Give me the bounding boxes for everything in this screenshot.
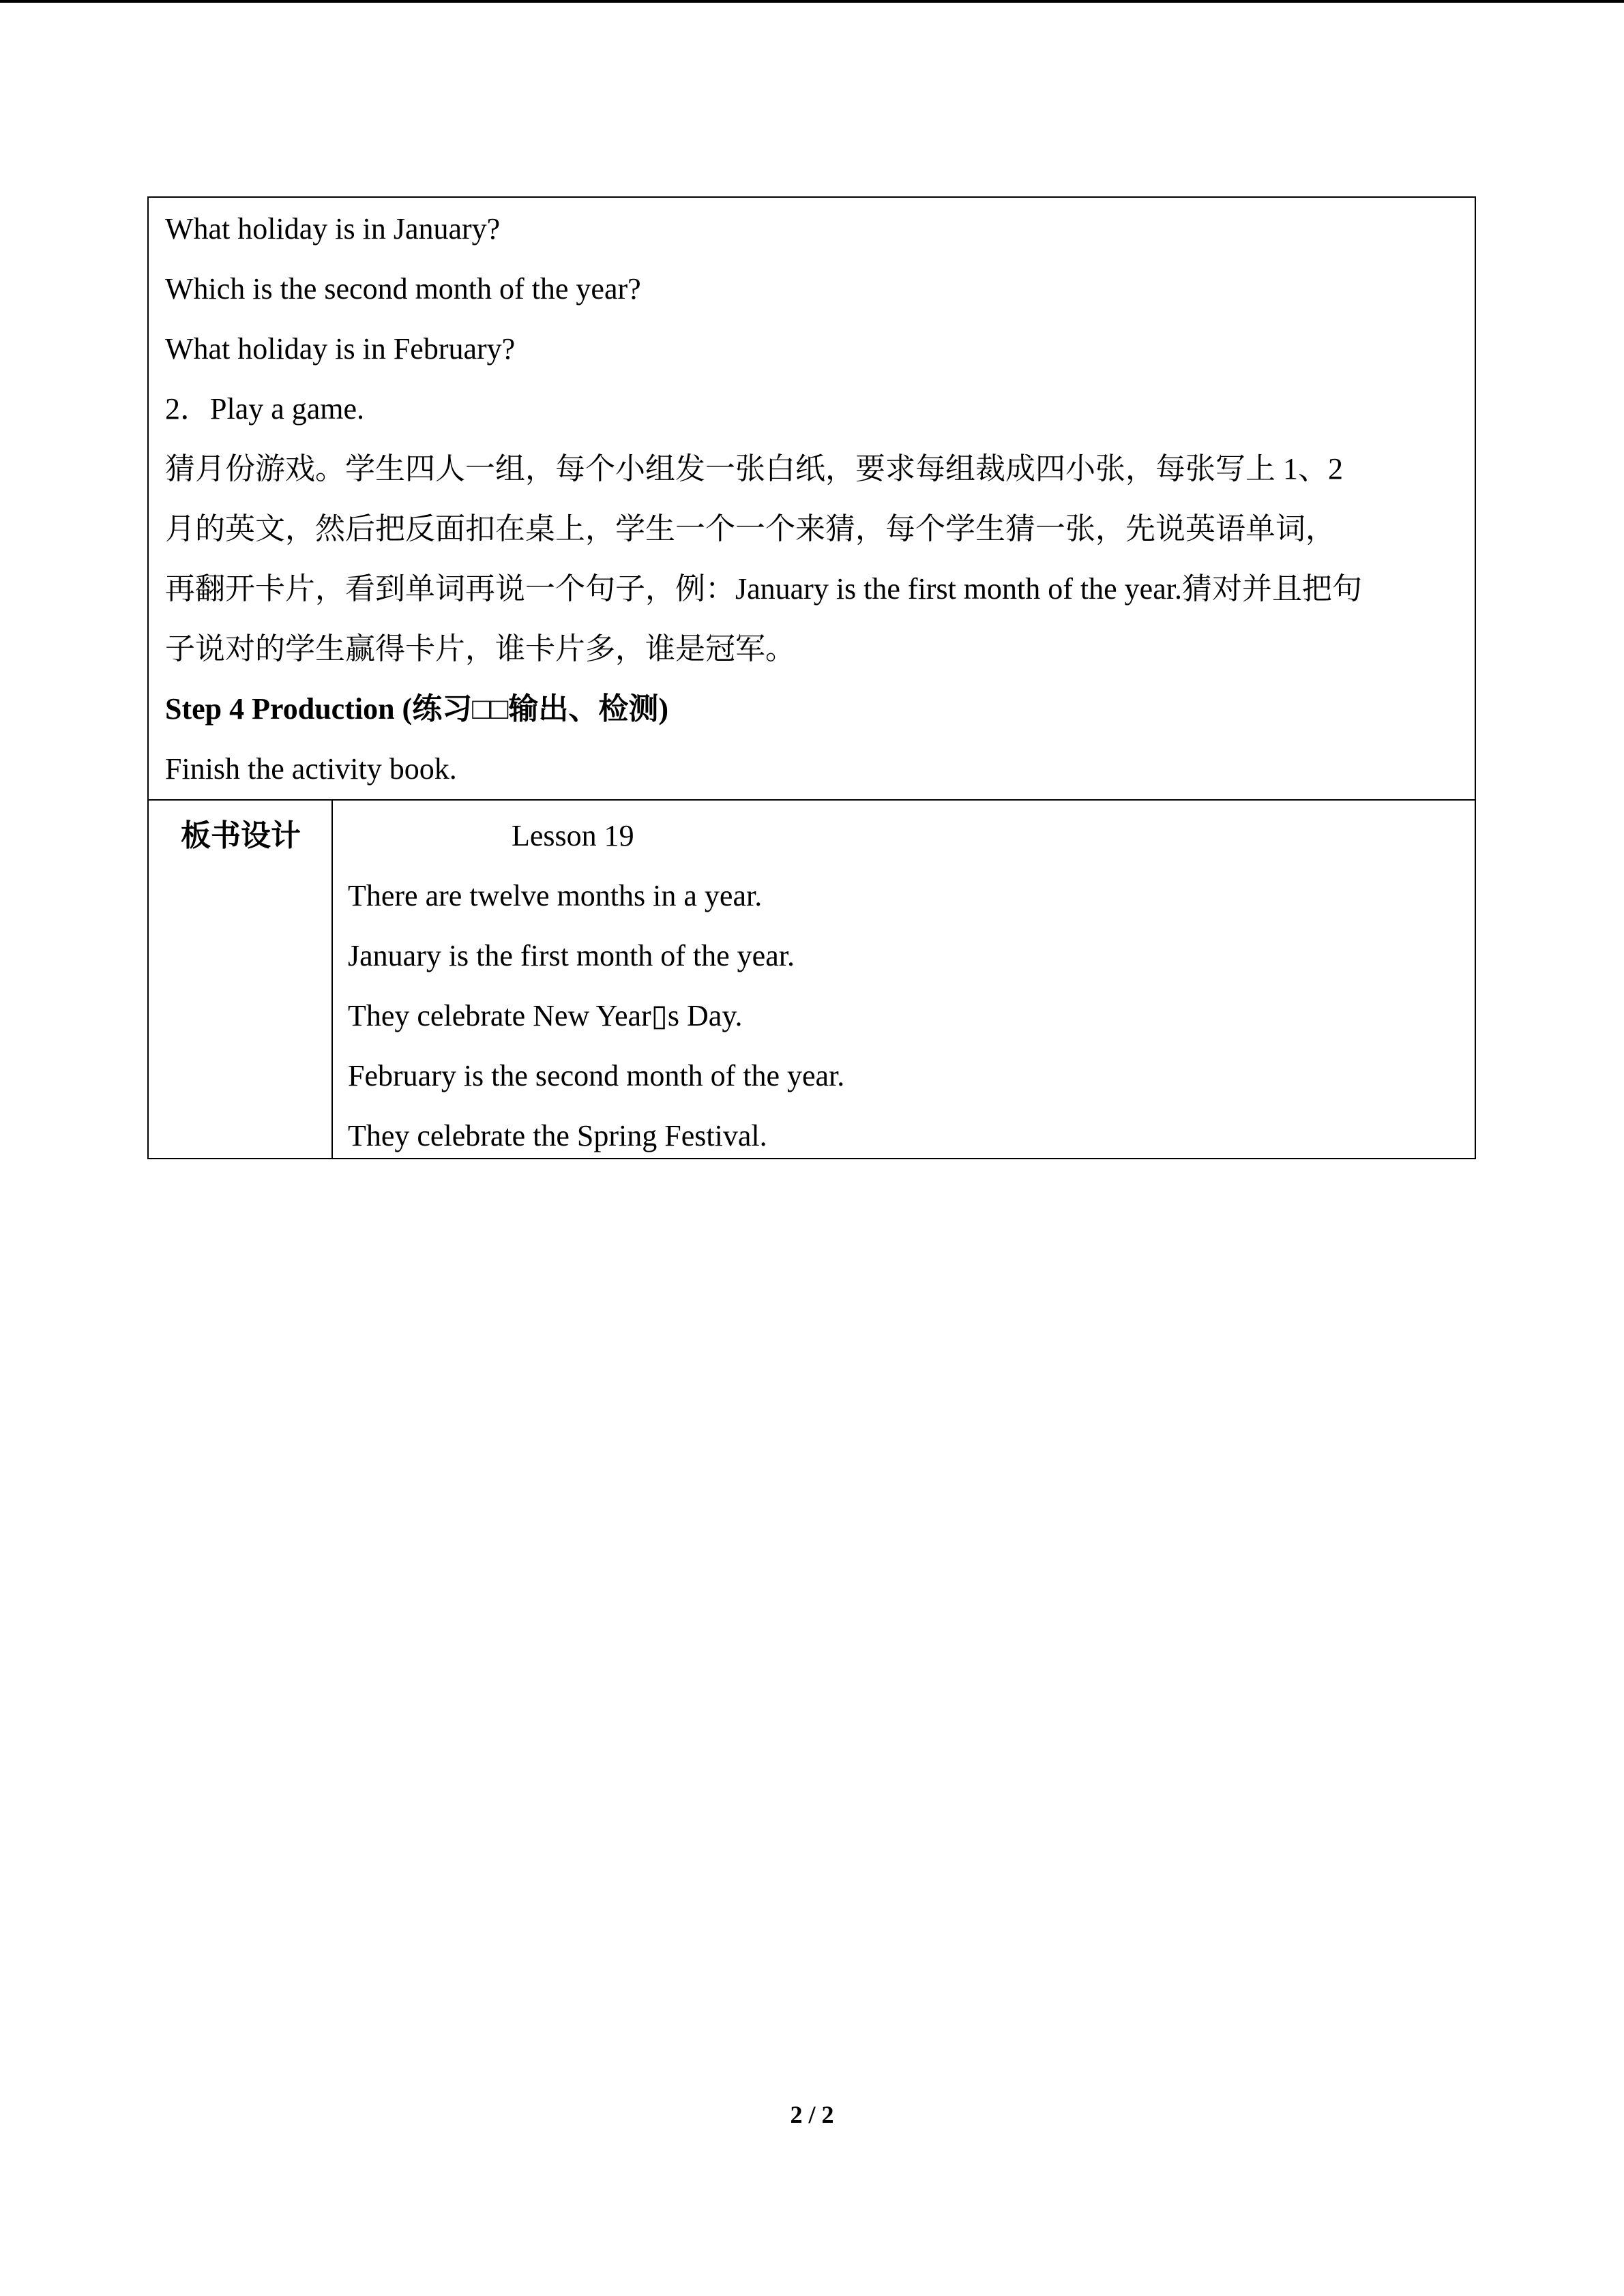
question-february-holiday: What holiday is in February? <box>165 332 516 366</box>
board-line-1: There are twelve months in a year. <box>348 879 763 912</box>
game-description-line-2: 月的英文，然后把反面扣在桌上，学生一个一个来猜，每个学生猜一张，先说英语单词， <box>165 512 1335 546</box>
board-lesson-title: Lesson 19 <box>512 819 634 852</box>
board-line-3: They celebrate New Year▯s Day. <box>348 999 743 1032</box>
game-description-line-1: 猜月份游戏。学生四人一组，每个小组发一张白纸，要求每组裁成四小张，每张写上 1、2 <box>165 452 1343 486</box>
question-second-month: Which is the second month of the year? <box>165 272 641 305</box>
board-line-5: They celebrate the Spring Festival. <box>348 1119 767 1152</box>
board-design-label: 板书设计 <box>181 819 301 852</box>
top-border-line <box>0 0 1624 3</box>
question-january-holiday: What holiday is in January? <box>165 212 501 245</box>
activity-book-instruction: Finish the activity book. <box>165 752 457 786</box>
step-4-heading: Step 4 Production (练习□□输出、检测) <box>165 692 669 726</box>
board-line-2: January is the first month of the year. <box>348 939 795 972</box>
board-design-content-cell <box>333 801 1475 1159</box>
board-design-label-cell <box>149 801 333 1159</box>
play-a-game-heading: 2．Play a game. <box>165 392 365 426</box>
board-line-4: February is the second month of the year. <box>348 1059 845 1092</box>
game-description-line-4: 子说对的学生赢得卡片，谁卡片多，谁是冠军。 <box>165 632 795 666</box>
page-number: 2 / 2 <box>790 2101 834 2128</box>
board-design-row <box>149 801 1475 1159</box>
game-description-line-3: 再翻开卡片，看到单词再说一个句子，例：January is the first month of the year.猜对并且把句 <box>165 572 1362 606</box>
procedure-cell <box>149 198 1475 801</box>
lesson-plan-table <box>147 196 1476 1159</box>
